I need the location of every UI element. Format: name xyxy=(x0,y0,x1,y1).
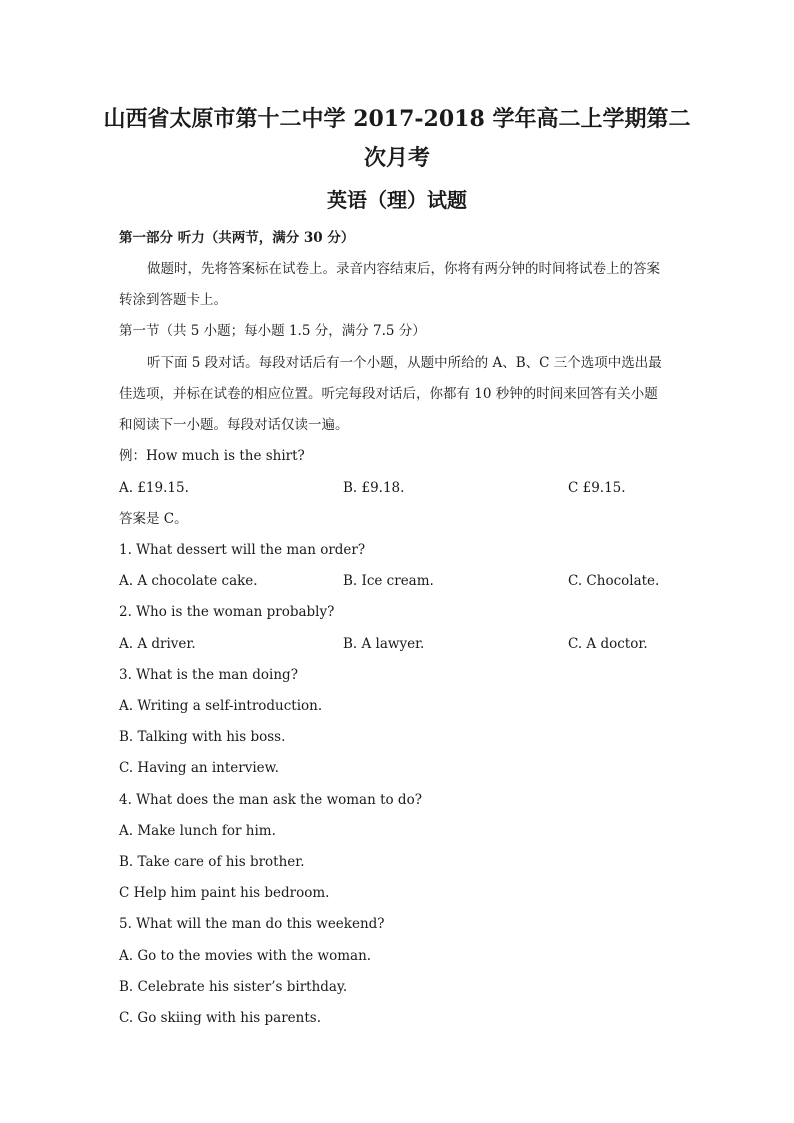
example-option-b: B. £9.18. xyxy=(343,480,405,496)
question-5-option-b: B. Celebrate his sister’s birthday. xyxy=(119,979,348,995)
question-4-option-a: A. Make lunch for him. xyxy=(119,823,276,839)
question-1-option-b: B. Ice cream. xyxy=(343,573,434,589)
question-1: 1. What dessert will the man order? xyxy=(119,542,366,558)
section1-heading: 第一节（共 5 小题；每小题 1.5 分，满分 7.5 分） xyxy=(119,323,426,339)
section1-instructions-line1: 听下面 5 段对话。每段对话后有一个小题，从题中所给的 A、B、C 三个选项中选出最 xyxy=(147,355,662,371)
question-1-option-a: A. A chocolate cake. xyxy=(119,573,258,589)
question-4-option-b: B. Take care of his brother. xyxy=(119,854,305,870)
part1-heading: 第一部分 听力（共两节，满分 30 分） xyxy=(119,230,355,246)
question-3-option-b: B. Talking with his boss. xyxy=(119,729,286,745)
exam-title-line2: 次月考 xyxy=(363,145,430,171)
question-3-option-a: A. Writing a self-introduction. xyxy=(119,698,323,714)
instructions-line2: 转涂到答题卡上。 xyxy=(119,292,227,308)
exam-title-line1: 山西省太原市第十二中学 2017-2018 学年高二上学期第二 xyxy=(103,106,691,132)
question-2-option-a: A. A driver. xyxy=(119,636,196,652)
example-option-a: A. £19.15. xyxy=(119,480,189,496)
example-question: 例：How much is the shirt? xyxy=(119,448,305,464)
exam-subtitle: 英语（理）试题 xyxy=(327,188,467,212)
question-1-option-c: C. Chocolate. xyxy=(568,573,660,589)
question-5-option-a: A. Go to the movies with the woman. xyxy=(119,948,372,964)
question-5-option-c: C. Go skiing with his parents. xyxy=(119,1010,321,1026)
section1-instructions-line3: 和阅读下一小题。每段对话仅读一遍。 xyxy=(119,417,349,433)
question-4: 4. What does the man ask the woman to do? xyxy=(119,792,422,808)
instructions-line1: 做题时，先将答案标在试卷上。录音内容结束后，你将有两分钟的时间将试卷上的答案 xyxy=(147,261,660,277)
question-5: 5. What will the man do this weekend? xyxy=(119,916,385,932)
question-4-option-c: C Help him paint his bedroom. xyxy=(119,885,330,901)
section1-instructions-line2: 佳选项，并标在试卷的相应位置。听完每段对话后，你都有 10 秒钟的时间来回答有关小题 xyxy=(119,386,658,402)
example-answer: 答案是 C。 xyxy=(119,511,188,527)
question-3-option-c: C. Having an interview. xyxy=(119,760,279,776)
question-2-option-c: C. A doctor. xyxy=(568,636,648,652)
example-option-c: C £9.15. xyxy=(568,480,626,496)
question-3: 3. What is the man doing? xyxy=(119,667,298,683)
question-2-option-b: B. A lawyer. xyxy=(343,636,425,652)
question-2: 2. Who is the woman probably? xyxy=(119,604,335,620)
